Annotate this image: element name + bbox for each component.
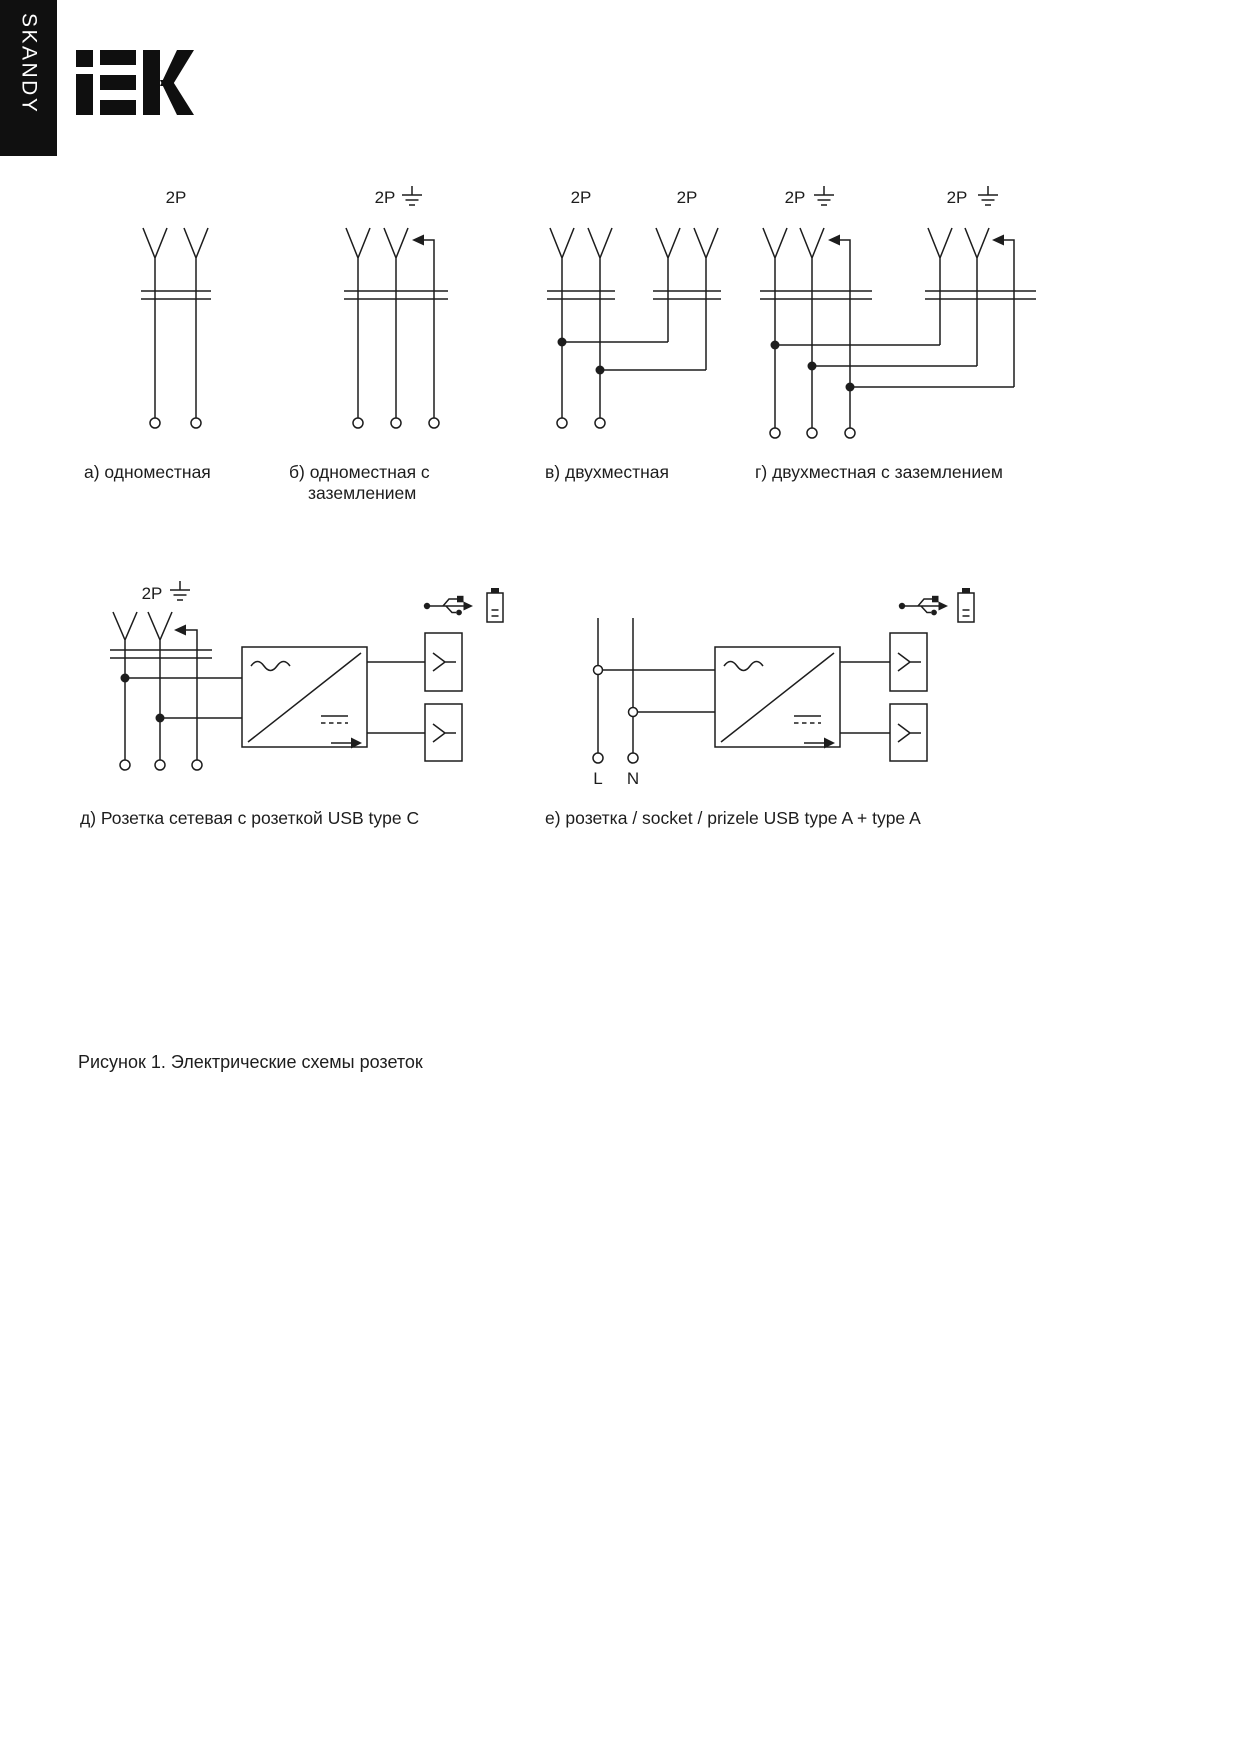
pole-line: [113, 612, 137, 760]
pole-line: [143, 228, 167, 418]
pole-line: [965, 228, 989, 366]
diagram-e-socket-usb-a: [545, 588, 974, 828]
diagram-a-single-socket: [84, 188, 211, 482]
brand-vertical-label: SKANDY: [17, 13, 41, 115]
junction-dot: [846, 383, 855, 392]
figure-caption: Рисунок 1. Электрические схемы розеток: [78, 1052, 423, 1072]
terminal: [595, 418, 605, 428]
diagram-b-caption-line1: б) одноместная с: [289, 462, 430, 482]
usb-port: [425, 704, 462, 761]
pole-line: [800, 228, 824, 428]
socket-body: [653, 291, 721, 299]
tap-terminal: [629, 708, 638, 717]
diagram-b-caption-line2: заземлением: [308, 483, 417, 503]
terminal: [120, 760, 130, 770]
logo-k-lower-arm: [160, 80, 194, 115]
usb-port: [890, 633, 927, 691]
pole-line: [928, 228, 952, 345]
terminal: [191, 418, 201, 428]
usb-port: [425, 633, 462, 691]
pole-count-label: 2P: [165, 188, 187, 207]
iek-logo: [76, 50, 194, 115]
dc-output-wires: [840, 662, 890, 733]
pole-line: [763, 228, 787, 428]
ground-line: [420, 240, 434, 418]
usb-port-body: [425, 633, 462, 691]
usb-port: [890, 704, 927, 761]
terminal: [150, 418, 160, 428]
supply-wires: [598, 670, 715, 712]
mains-lines: [598, 618, 633, 753]
usb-port-body: [890, 633, 927, 691]
terminal: [770, 428, 780, 438]
diagram-d-caption: д) Розетка сетевая с розеткой USB type C: [80, 808, 420, 828]
pole-line: [346, 228, 370, 418]
line-label-l: L: [593, 769, 603, 788]
ground-line: [1000, 240, 1014, 387]
diagram-d-socket-usb-c: [80, 581, 503, 828]
socket-body: [760, 291, 872, 299]
pole-line: [384, 228, 408, 418]
terminal: [391, 418, 401, 428]
logo-i-dot: [76, 50, 93, 67]
acdc-converter: [242, 647, 367, 749]
pole-line: [148, 612, 172, 760]
acdc-converter: [715, 647, 840, 749]
ground-contact-arrow: [412, 235, 424, 246]
diagram-g-caption: г) двухместная с заземлением: [755, 462, 1003, 482]
terminal: [845, 428, 855, 438]
ground-contact-arrow: [992, 235, 1004, 246]
ground-icon: [978, 186, 998, 205]
usb-icon: [899, 596, 948, 616]
junction-dot: [558, 338, 567, 347]
pole-count-label: 2P: [784, 188, 806, 207]
logo-e-bar-bottom: [100, 100, 136, 115]
pole-line: [550, 228, 574, 418]
logo-e-bar-top: [100, 50, 136, 65]
usb-icon: [424, 596, 473, 616]
terminal: [192, 760, 202, 770]
terminal: [593, 753, 603, 763]
logo-e-bar-mid: [100, 75, 136, 90]
parallel-wires: [562, 342, 706, 370]
diagram-a-caption: а) одноместная: [84, 462, 211, 482]
logo-k-stem: [143, 50, 160, 115]
diagram-v-double-socket: [545, 188, 721, 482]
socket-body: [925, 291, 1036, 299]
terminal: [807, 428, 817, 438]
pole-line: [184, 228, 208, 418]
ground-contact-arrow: [174, 625, 186, 636]
terminal: [429, 418, 439, 428]
junction-dot: [121, 674, 130, 683]
junction-dot: [156, 714, 165, 723]
diagram-b-single-socket-grounded: [289, 186, 448, 503]
junction-dot: [771, 341, 780, 350]
diagram-v-caption: в) двухместная: [545, 462, 670, 482]
terminal: [557, 418, 567, 428]
junction-dot: [596, 366, 605, 375]
dc-output-wires: [367, 662, 425, 733]
ground-icon: [402, 186, 422, 205]
pole-count-label: 2P: [141, 584, 163, 603]
diagram-e-caption: е) розетка / socket / prizele USB type A + type A: [545, 808, 921, 828]
logo-i-stem: [76, 74, 93, 115]
terminal: [628, 753, 638, 763]
battery-icon: [487, 588, 503, 622]
supply-wires: [125, 678, 242, 718]
junction-dot: [808, 362, 817, 371]
diagram-g-double-socket-grounded: [755, 186, 1036, 482]
terminal: [353, 418, 363, 428]
pole-count-label: 2P: [946, 188, 968, 207]
ground-icon: [814, 186, 834, 205]
pole-line: [656, 228, 680, 342]
ground-contact-arrow: [828, 235, 840, 246]
ground-line: [836, 240, 850, 428]
line-label-n: N: [626, 769, 640, 788]
pole-line: [588, 228, 612, 418]
tap-terminal: [594, 666, 603, 675]
socket-body: [547, 291, 615, 299]
terminal: [155, 760, 165, 770]
socket-body: [141, 291, 211, 299]
pole-count-label: 2P: [676, 188, 698, 207]
ground-icon: [170, 581, 190, 600]
battery-icon: [958, 588, 974, 622]
pole-count-label: 2P: [374, 188, 396, 207]
pole-count-label: 2P: [570, 188, 592, 207]
